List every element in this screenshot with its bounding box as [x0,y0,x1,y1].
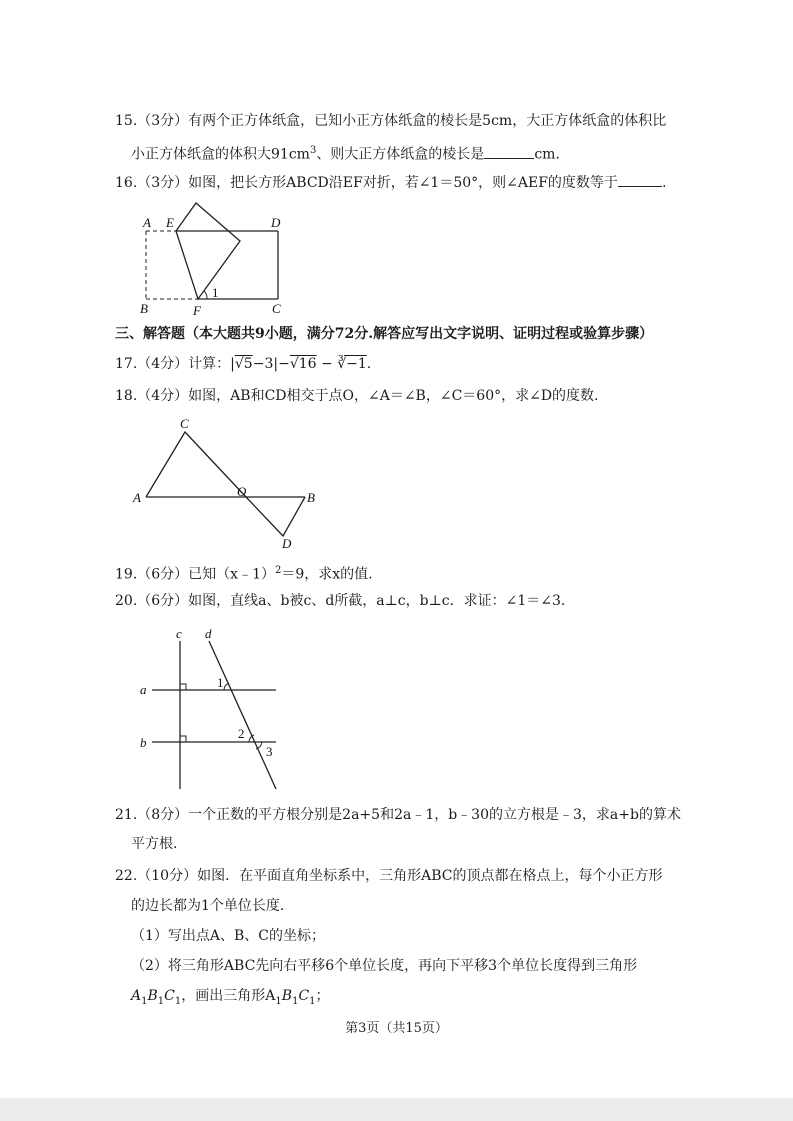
q16-label-c: C [272,301,281,316]
q22-a1-d: ，画出三角形A [181,988,276,1004]
q16-label-1: 1 [212,285,219,300]
q20-label-c: c [176,626,182,641]
q22-sub-a: 1 [141,995,148,1007]
q22-sub-e: 1 [292,995,299,1007]
q20-label-d: d [205,626,212,641]
q17-prefix: 17.（4分）计算：| [115,356,235,372]
q16-label-e: E [166,215,174,230]
q15-line1: 15.（3分）有两个正方体纸盒，已知小正方体纸盒的棱长是5cm，大正方体纸盒的体积比 [115,113,667,129]
q17-sqrt16: √16 [289,356,317,372]
q20-label-b: b [140,735,147,750]
q19-text-b: ＝9，求x的值. [281,566,373,583]
q22-a1-g: ； [315,988,330,1004]
q17-mid2: − [316,356,338,372]
bottom-band [0,1098,793,1121]
q22-a1-f: C [298,988,310,1004]
q15-line2-b: 、则大正方体纸盒的棱长是 [316,146,485,163]
q16-label-d: D [271,215,281,230]
q16-label-b: B [140,301,148,316]
q20-label-3: 3 [266,744,273,759]
q22-sub-d: 1 [275,995,282,1007]
q20-line-d [209,641,276,789]
q16-text-b: . [661,175,667,191]
q20-text: 20.（6分）如图，直线a、b被c、d所截，a⊥c，b⊥c．求证：∠1＝∠3. [115,593,566,609]
q20-right-angle-a [180,684,186,690]
q18-label-b: B [307,490,315,505]
q17-mid1: −3|− [252,356,290,372]
q22-line1: 22.（10分）如图．在平面直角坐标系中，三角形ABC的顶点都在格点上，每个小正方形 [115,868,663,884]
q22-sub-b: 1 [157,995,165,1007]
q18-label-d: D [282,536,292,551]
q20-label-1: 1 [217,675,224,690]
q17-sqrt5: √5 [234,356,253,372]
q22-part1: （1）写出点A、B、C的坐标； [131,928,326,944]
q22-sub-f: 1 [309,995,316,1007]
q20-label-2: 2 [238,726,245,741]
q18-label-a: A [133,490,141,505]
q22-part2-line1: （2）将三角形ABC先向右平移6个单位长度，再向下平移3个单位长度得到三角形 [131,958,638,974]
q21-line2: 平方根. [131,836,178,852]
q22-a1-b: B [147,988,158,1004]
q22-sub-c: 1 [174,995,182,1007]
q22-a1-c: C [164,988,175,1004]
q17-cbrt: ∛−1 [337,356,367,372]
q22-a1-e: B [281,988,293,1004]
q16-label-f: F [193,303,201,318]
q22-a1-a: A [131,988,142,1004]
q22-line2: 的边长都为1个单位长度. [131,898,285,914]
q21-line1: 21.（8分）一个正数的平方根分别是2a+5和2a﹣1，b﹣30的立方根是﹣3，求a+b的算术 [115,807,681,823]
q16-label-a: A [143,215,151,230]
q15-line2-sup: 3 [309,145,317,156]
q16-text-a: 16.（3分）如图，把长方形ABCD沿EF对折，若∠1＝50°，则∠AEF的度数等于 [115,175,618,191]
q15-line2-c: cm. [534,146,560,163]
q19-sup: 2 [274,565,282,576]
q22-part2-line2 [131,986,330,1012]
q20-label-a: a [140,682,147,697]
section3-title: 三、解答题（本大题共9小题，满分72分.解答应写出文字说明、证明过程或验算步骤） [115,326,654,342]
q17-end: . [366,356,372,372]
q18-text: 18.（4分）如图，AB和CD相交于点O，∠A＝∠B，∠C＝60°，求∠D的度数. [115,388,599,404]
q19-text-a: 19.（6分）已知（x﹣1） [115,566,275,583]
page-footer: 第3页（共15页） [345,1021,448,1036]
q18-label-o: O [237,484,247,499]
q20-right-angle-b [180,736,186,742]
q15-line2-a: 小正方体纸盒的体积大91cm [131,146,310,163]
q18-label-c: C [180,416,189,431]
